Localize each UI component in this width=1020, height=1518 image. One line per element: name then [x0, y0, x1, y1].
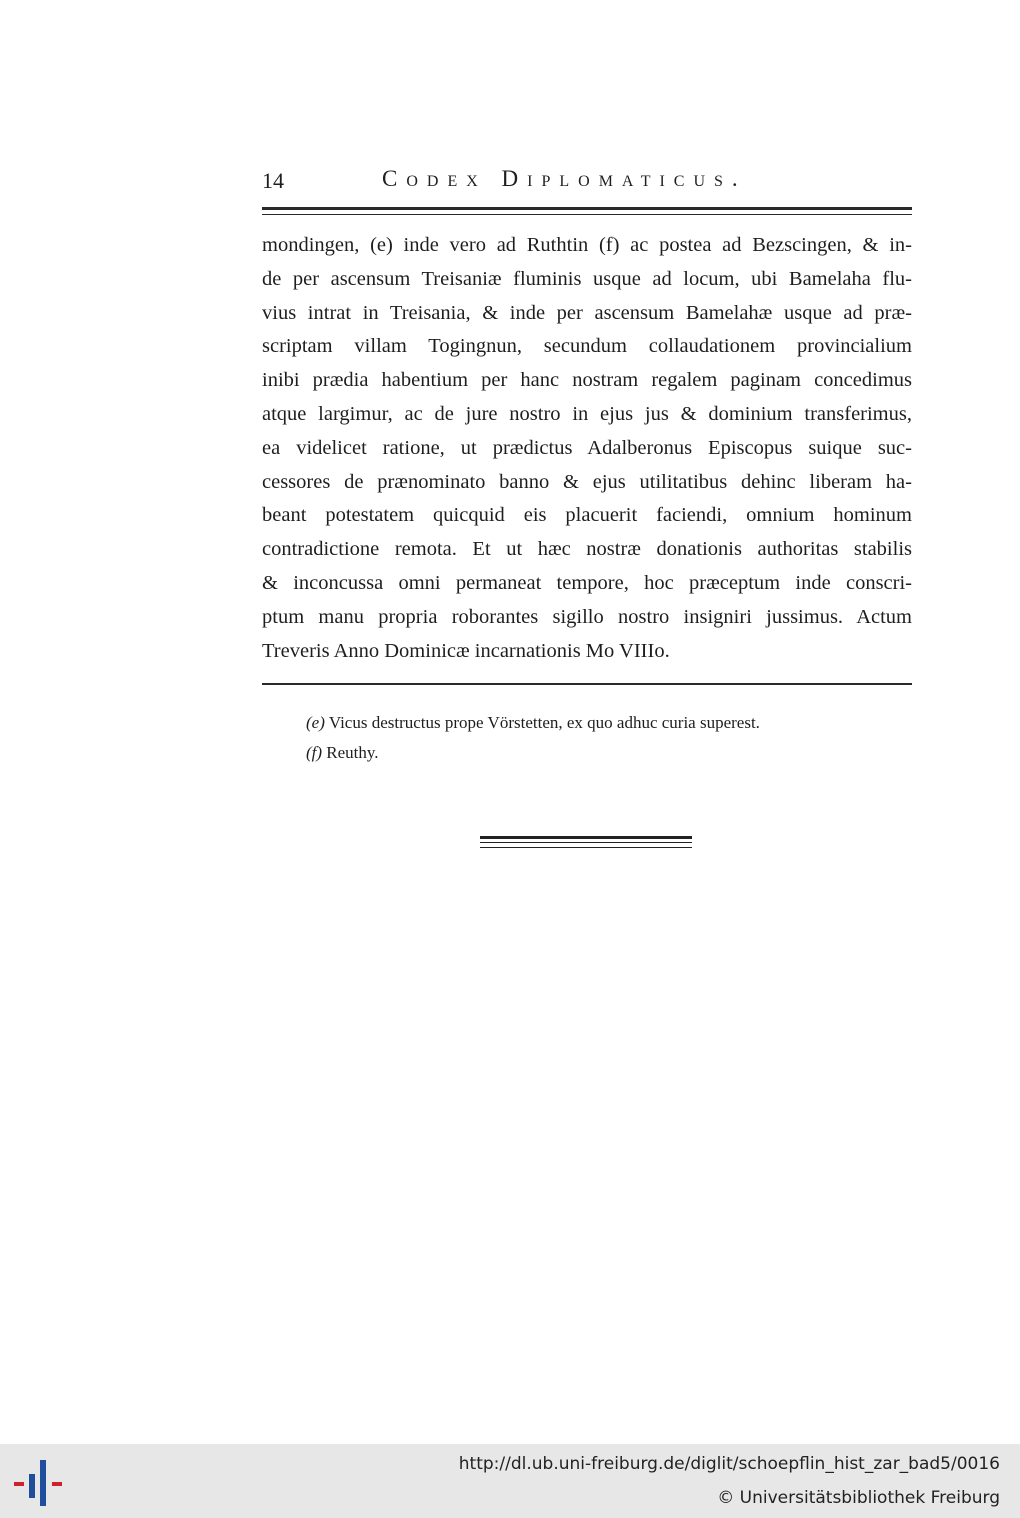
body-line: scriptam villam Togingnun, secundum collaudationem provincialium	[262, 335, 912, 358]
body-line: cessores de prænominato banno & ejus utilitatibus dehinc liberam ha-	[262, 470, 912, 493]
footnote-mark: (e)	[306, 713, 325, 732]
footnote-rule	[262, 683, 912, 685]
body-line: ea videlicet ratione, ut prædictus Adalberonus Episcopus suique suc-	[262, 436, 912, 459]
body-line: inibi prædia habentium per hanc nostram regalem paginam concedimus	[262, 369, 912, 392]
body-line: de per ascensum Treisaniæ fluminis usque ad locum, ubi Bamelaha flu-	[262, 267, 912, 290]
page-number: 14	[262, 168, 284, 193]
library-logo-icon	[12, 1458, 66, 1506]
header-rule	[262, 207, 912, 215]
footnote-text: Reuthy.	[326, 743, 379, 762]
source-url-link[interactable]: http://dl.ub.uni-freiburg.de/diglit/schoepflin_hist_zar_bad5/0016	[458, 1454, 1000, 1474]
footnotes	[306, 708, 760, 768]
copyright-text: © Universitätsbibliothek Freiburg	[717, 1488, 1000, 1508]
end-ornament	[480, 836, 692, 850]
body-text	[262, 229, 912, 668]
running-title: Codex Diplomaticus.	[382, 166, 747, 191]
body-line: & inconcussa omni permaneat tempore, hoc præceptum inde conscri-	[262, 571, 912, 594]
footnote-mark: (f)	[306, 743, 323, 762]
body-line: Treveris Anno Dominicæ incarnationis Mo VIIIo.	[262, 639, 670, 662]
body-line: beant potestatem quicquid eis placuerit faciendi, omnium hominum	[262, 504, 912, 527]
body-line: ptum manu propria roborantes sigillo nostro insigniri jussimus. Actum	[262, 605, 912, 628]
body-line: atque largimur, ac de jure nostro in ejus jus & dominium transferimus,	[262, 402, 912, 425]
footnote	[306, 738, 760, 768]
body-line: vius intrat in Treisania, & inde per ascensum Bamelahæ usque ad præ-	[262, 301, 912, 324]
body-line: contradictione remota. Et ut hæc nostræ donationis authoritas stabilis	[262, 538, 912, 561]
footer-bar	[0, 1444, 1020, 1518]
body-line: mondingen, (e) inde vero ad Ruthtin (f) ac postea ad Bezscingen, & in-	[262, 234, 912, 256]
footnote-text: Vicus destructus prope Vörstetten, ex quo adhuc curia superest.	[328, 713, 760, 732]
footnote	[306, 708, 760, 738]
